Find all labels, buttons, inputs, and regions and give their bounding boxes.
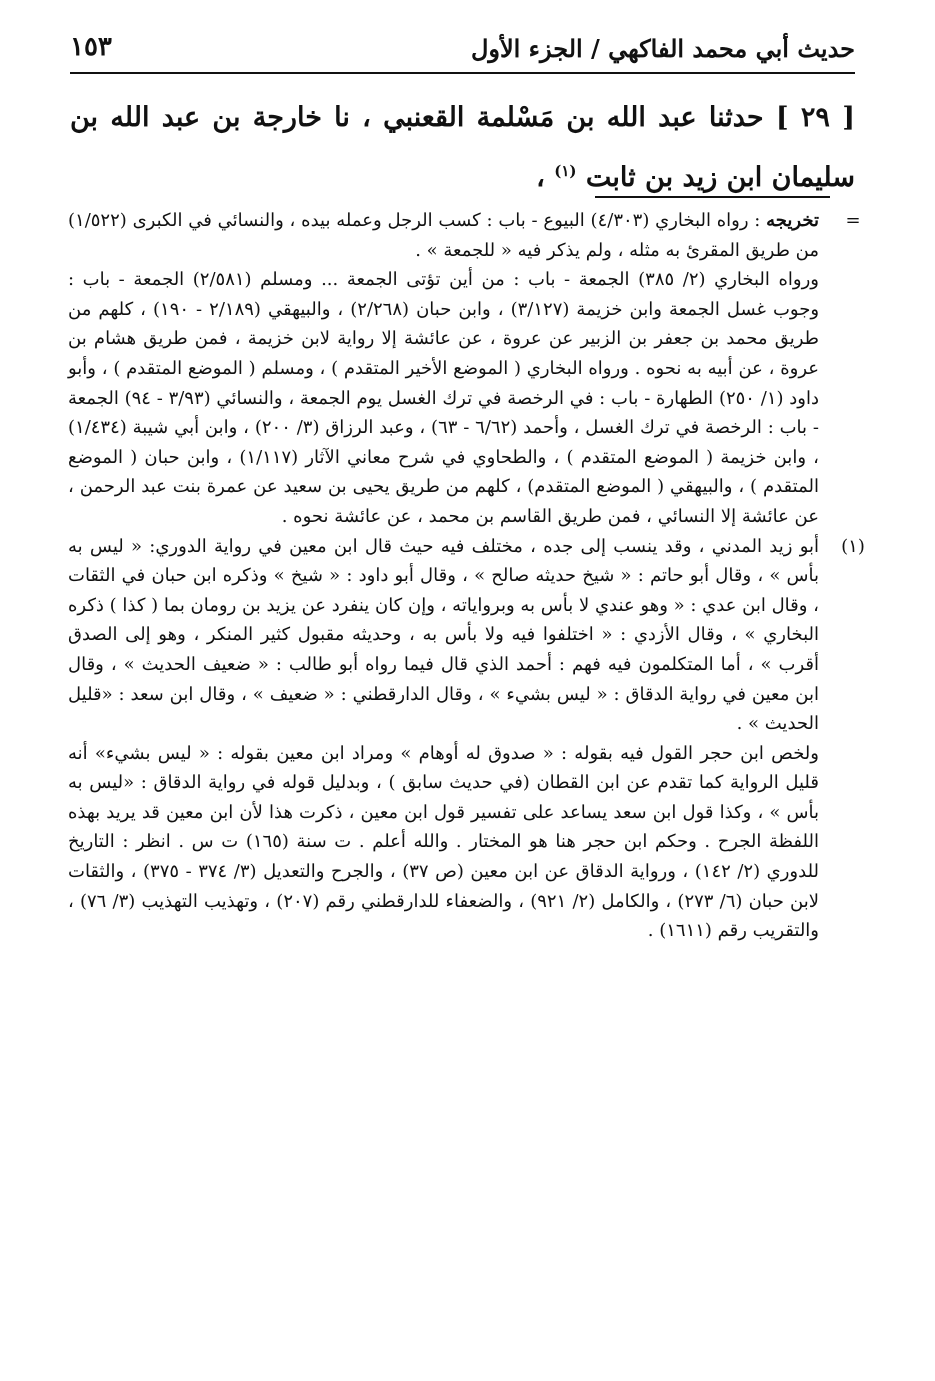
takhrij-text: : رواه البخاري (٤/٣٠٣) البيوع - باب : كسب الرجل وعمله بيده ، والنسائي في الكبرى (١/٥٢٢) من طريق المقرئ به مثله ، ولم يذكر فيه « للجمعة » .: [68, 210, 819, 261]
hadith-text-block: [70, 88, 855, 208]
continuation-marker: =: [845, 210, 861, 231]
footnote-1-continuation: ولخص ابن حجر القول فيه بقوله : « صدوق له أوهام » ومراد ابن معين بقوله : « ليس بشيء» أنه قليل الرواية كما تقدم عن ابن القطان (في حديث سابق ) ، وبدليل قوله في رواية الدقاق : «ليس به بأس » ، وكذا قول ابن سعد يساعد على تفسير قول ابن معين ، ذكرت هذا لأن ابن معين قد يريد بهذه اللفظة الجرح . وحكم ابن حجر هنا هو المختار . والله أعلم . ت سنة (١٦٥) ت س . انظر : التاريخ للدوري (٢/ ١٤٢) ، ورواية الدقاق عن ابن معين (ص ٣٧) ، والجرح والتعديل (٣/ ٣٧٤ - ٣٧٥) ، والثقات لابن حبان (٦/ ٢٧٣) ، والكامل (٢/ ٩٢١) ، والضعفاء للدارقطني رقم (٢٠٧) ، وتهذيب التهذيب (٣/ ٧٦) ، والتقريب رقم (١٦١١) .: [68, 742, 820, 942]
footnote-1-paragraph: أبو زيد المدني ، وقد ينسب إلى جده ، مختلف فيه حيث قال ابن معين في رواية الدوري: « ليس به بأس » ، وقال أبو حاتم : « شيخ حديثه صالح » ، وقال أبو داود : « شيخ » وذكره ابن حبان في الثقات ، وقال ابن عدي : « وهو عندي لا بأس به وبرواياته ، وإن كان ينفرد عن يزيد بن رومان بما ( كذا ) ذكره البخاري » ، وقال الأزدي : « اختلفوا فيه ولا بأس به ، وحديثه مقبول كثير المنكر ، وهو إلى الصدق أقرب » ، أما المتكلمون فيه فهم : أحمد الذي قال فيما رواه أبو طالب : « ضعيف الحديث » ، وقال ابن معين في رواية الدقاق : « ليس بشيء » ، وقال الدارقطني : « ضعيف » ، وقال ابن سعد : «قليل الحديث » .: [68, 535, 819, 735]
takhrij-lead: تخريجه: [766, 210, 819, 231]
takhrij-note: [68, 206, 861, 532]
footnote-reference: (١): [554, 162, 577, 180]
footnote-divider: [595, 196, 830, 198]
hadith-number: [ ٢٩ ]: [775, 102, 855, 133]
page-number: ١٥٣: [70, 32, 112, 62]
hadith-tail: ،: [536, 162, 545, 193]
footnote-1: [68, 532, 865, 946]
footnote-marker: (١): [841, 535, 865, 557]
running-title: حديث أبي محمد الفاكهي / الجزء الأول: [470, 34, 855, 63]
footnotes-section: [68, 206, 865, 946]
takhrij-continuation: ورواه البخاري (٢/ ٣٨٥) الجمعة - باب : من أين تؤتى الجمعة ... ومسلم (٢/٥٨١) الجمعة - باب : وجوب غسل الجمعة وابن خزيمة (٣/١٢٧) ، وابن حبان (٢/٢٦٨) ، والبيهقي (٢/١٨٩ - ١٩٠) ، كلهم من طريق محمد بن جعفر بن الزبير عن عروة ، عن عائشة إلا رواية لابن خزيمة ، فمن طريق هشام بن عروة ، عن أبيه به نحوه . ورواه البخاري ( الموضع الأخير المتقدم ) ، ومسلم ( الموضع المتقدم ) ، وأبو داود (١/ ٢٥٠) الطهارة - باب : في الرخصة في ترك الغسل يوم الجمعة ، والنسائي (٣/٩٣ - ٩٤) الجمعة - باب : الرخصة في ترك الغسل ، وأحمد (٦/٦٢ - ٦٣) ، وعبد الرزاق (٣/ ٢٠٠) ، وابن أبي شيبة (١/٤٣٤) ، وابن خزيمة ( الموضع المتقدم ) ، والطحاوي في شرح معاني الآثار (١/١١٧) ، وابن حبان ( الموضع المتقدم ) ، والبيهقي ( الموضع المتقدم) ، كلهم من طريق يحيى بن سعيد عن عمرة بنت عبد الرحمن ، عن عائشة إلا النسائي ، فمن طريق القاسم بن محمد ، عن عائشة نحوه .: [68, 269, 820, 527]
hadith-isnad: حدثنا عبد الله بن مَسْلمة القعنبي ، نا خارجة بن عبد الله بن سليمان ابن زيد بن ثابت: [70, 102, 855, 193]
takhrij-paragraph: [68, 206, 819, 265]
page-header: [70, 28, 855, 74]
